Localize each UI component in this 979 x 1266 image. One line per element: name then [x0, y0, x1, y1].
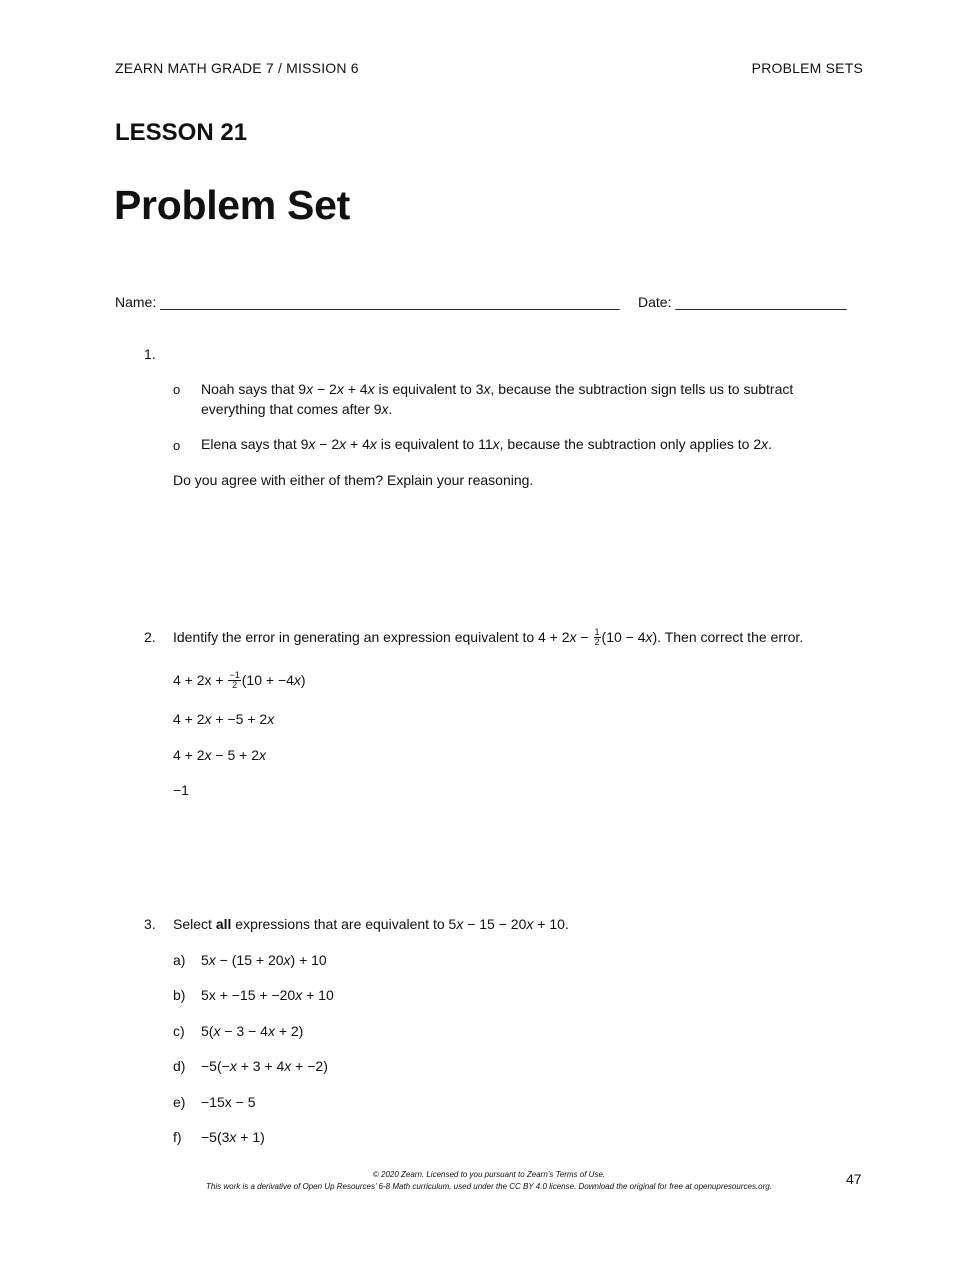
date-field[interactable]: Date: ______________________	[638, 294, 847, 310]
header-right: PROBLEM SETS	[751, 60, 863, 76]
option-a[interactable]: a) 5x − (15 + 20x) + 10	[173, 952, 327, 968]
lesson-label: LESSON 21	[115, 119, 248, 146]
bullet-icon: o	[173, 382, 181, 397]
option-f[interactable]: f) −5(3x + 1)	[173, 1129, 265, 1145]
problem-1-question: Do you agree with either of them? Explain your reasoning.	[173, 472, 534, 488]
option-d[interactable]: d) −5(−x + 3 + 4x + −2)	[173, 1058, 328, 1074]
problem-2-step-1: 4 + 2x + $\frac{-1}{2}$ (10 + −4x)	[173, 669, 306, 690]
problem-2-prompt: Identify the error in generating an expression equivalent to 4 + 2x − $\frac{1}{2}$ (10 − 4x). Then correct the error.	[173, 626, 804, 647]
fraction: $\frac{1}{2}$	[594, 626, 600, 647]
problem-3-prompt: Select all expressions that are equivalent to 5x − 15 − 20x + 10.	[173, 916, 569, 932]
option-c[interactable]: c) 5(x − 3 − 4x + 2)	[173, 1023, 304, 1039]
problem-2-step-2: 4 + 2x + −5 + 2x	[173, 711, 275, 727]
header-left: ZEARN MATH GRADE 7 / MISSION 6	[115, 60, 359, 76]
fraction: $\frac{-1}{2}$	[229, 669, 240, 690]
problem-2-step-4: −1	[173, 782, 189, 798]
footer-license	[150, 1169, 828, 1193]
problem-3-number: 3.	[144, 916, 156, 932]
problem-1-number: 1.	[144, 346, 156, 362]
option-b[interactable]: b) 5x + −15 + −20x + 10	[173, 987, 334, 1003]
option-e[interactable]: e) −15x − 5	[173, 1094, 256, 1110]
footer-line-1: © 2020 Zearn. Licensed to you pursuant to Zearn’s Terms of Use.	[372, 1170, 606, 1179]
page-number: 47	[846, 1171, 862, 1187]
problem-2-number: 2.	[144, 629, 156, 645]
noah-statement: Noah says that 9x − 2x + 4x is equivalent to 3x, because the subtraction sign tells us to subtract everything that comes after 9x.	[201, 381, 794, 417]
bullet-icon: o	[173, 438, 181, 453]
problem-2-step-3: 4 + 2x − 5 + 2x	[173, 747, 267, 763]
footer-line-2: This work is a derivative of Open Up Resources’ 6-8 Math curriculum, used under the CC BY 4.0 license. Download the original for free at openupresources.org.	[206, 1182, 772, 1191]
elena-statement: Elena says that 9x − 2x + 4x is equivalent to 11x, because the subtraction only applies to 2x.	[201, 436, 773, 452]
name-field[interactable]: Name: ___________________________________________________________	[115, 294, 620, 310]
page-title: Problem Set	[114, 182, 350, 228]
